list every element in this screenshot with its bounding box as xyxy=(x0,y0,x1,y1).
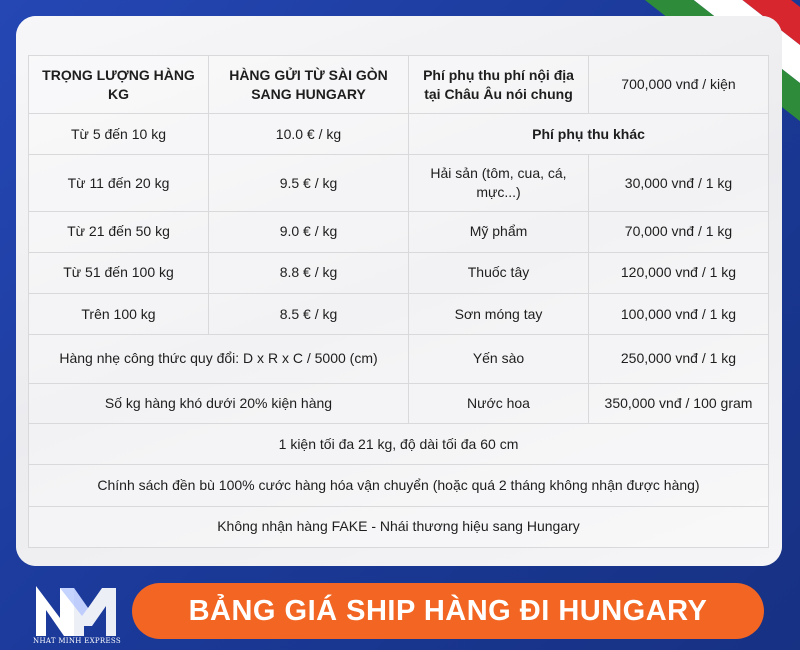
table-row xyxy=(29,335,769,383)
price-table xyxy=(28,55,769,548)
weight-range: Từ 51 đến 100 kg xyxy=(29,252,209,293)
local-fee-value: 700,000 vnđ / kiện xyxy=(589,56,769,114)
rate-price: 8.5 € / kg xyxy=(209,293,409,334)
rate-price: 9.0 € / kg xyxy=(209,212,409,252)
surcharge-fee: 350,000 vnđ / 100 gram xyxy=(589,383,769,423)
title-banner xyxy=(132,583,764,639)
weight-range: Từ 11 đến 20 kg xyxy=(29,154,209,211)
surcharge-fee: 70,000 vnđ / 1 kg xyxy=(589,212,769,252)
rate-price: 9.5 € / kg xyxy=(209,154,409,211)
surcharge-fee: 30,000 vnđ / 1 kg xyxy=(589,154,769,211)
surcharge-title: Phí phụ thu khác xyxy=(409,114,769,154)
table-row xyxy=(29,506,769,547)
weight-range: Trên 100 kg xyxy=(29,293,209,334)
table-row xyxy=(29,423,769,464)
surcharge-fee: 250,000 vnđ / 1 kg xyxy=(589,335,769,383)
table-row xyxy=(29,383,769,423)
note-compensation: Chính sách đền bù 100% cước hàng hóa vận chuyển (hoặc quá 2 tháng không nhận được hàng) xyxy=(29,465,769,506)
route-header: HÀNG GỬI TỪ SÀI GÒN SANG HUNGARY xyxy=(209,56,409,114)
surcharge-fee: 120,000 vnđ / 1 kg xyxy=(589,252,769,293)
weight-range: Từ 5 đến 10 kg xyxy=(29,114,209,154)
banner-title: BẢNG GIÁ SHIP HÀNG ĐI HUNGARY xyxy=(188,594,708,627)
surcharge-fee: 100,000 vnđ / 1 kg xyxy=(589,293,769,334)
table-row xyxy=(29,465,769,506)
local-fee-label: Phí phụ thu phí nội địa tại Châu Âu nói chung xyxy=(409,56,589,114)
table-row xyxy=(29,114,769,154)
surcharge-item: Nước hoa xyxy=(409,383,589,423)
table-row xyxy=(29,154,769,211)
surcharge-item: Hải sản (tôm, cua, cá, mực...) xyxy=(409,154,589,211)
rate-price: 8.8 € / kg xyxy=(209,252,409,293)
surcharge-item: Yến sào xyxy=(409,335,589,383)
surcharge-item: Mỹ phẩm xyxy=(409,212,589,252)
note-difficult-goods: Số kg hàng khó dưới 20% kiện hàng xyxy=(29,383,409,423)
table-row xyxy=(29,293,769,334)
surcharge-item: Thuốc tây xyxy=(409,252,589,293)
note-volumetric: Hàng nhẹ công thức quy đổi: D x R x C / 5000 (cm) xyxy=(29,335,409,383)
table-row xyxy=(29,212,769,252)
table-row xyxy=(29,252,769,293)
note-no-fake: Không nhận hàng FAKE - Nhái thương hiệu sang Hungary xyxy=(29,506,769,547)
rate-price: 10.0 € / kg xyxy=(209,114,409,154)
logo-text: NHAT MINH EXPRESS xyxy=(33,637,121,645)
table-header-row xyxy=(29,56,769,114)
weight-range: Từ 21 đến 50 kg xyxy=(29,212,209,252)
note-package-limit: 1 kiện tối đa 21 kg, độ dài tối đa 60 cm xyxy=(29,423,769,464)
surcharge-item: Sơn móng tay xyxy=(409,293,589,334)
weight-header: TRỌNG LƯỢNG HÀNG KG xyxy=(29,56,209,114)
